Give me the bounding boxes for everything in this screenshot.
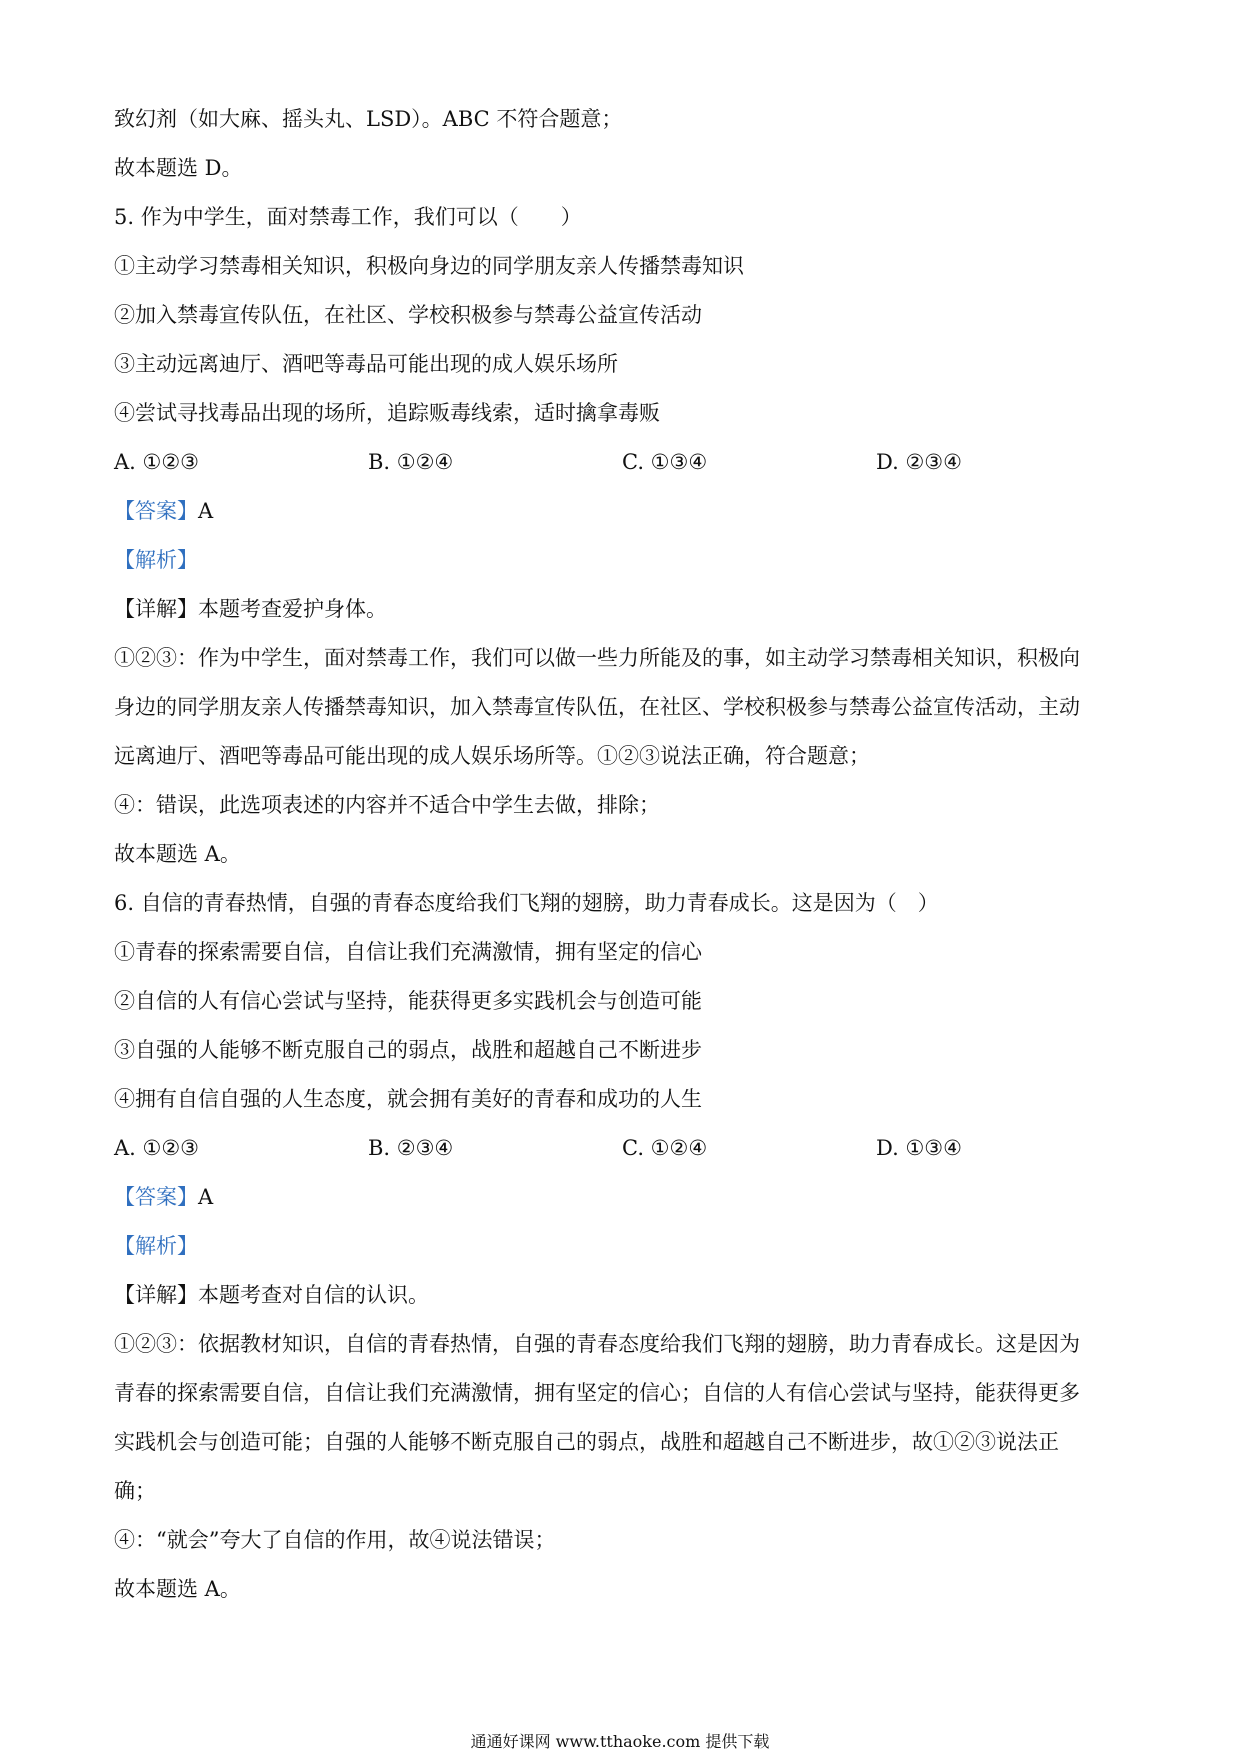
question-6-item: ②自信的人有信心尝试与坚持，能获得更多实践机会与创造可能 bbox=[114, 989, 702, 1013]
answer-tag: 【答案】 bbox=[114, 1185, 198, 1209]
question-5-stem: 5. 作为中学生，面对禁毒工作，我们可以（ ） bbox=[114, 205, 582, 229]
explanation-line: 确； bbox=[114, 1479, 156, 1503]
question-6-item: ③自强的人能够不断克服自己的弱点，战胜和超越自己不断进步 bbox=[114, 1038, 702, 1062]
detail-tag: 【详解】 bbox=[114, 1283, 198, 1307]
question-6-options bbox=[114, 1124, 1134, 1173]
answer-value: A bbox=[198, 1185, 214, 1209]
explanation-line: 远离迪厅、酒吧等毒品可能出现的成人娱乐场所等。①②③说法正确，符合题意； bbox=[114, 744, 870, 768]
text-line: 致幻剂（如大麻、摇头丸、LSD）。ABC 不符合题意； bbox=[114, 107, 623, 131]
question-5-item: ③主动远离迪厅、酒吧等毒品可能出现的成人娱乐场所 bbox=[114, 352, 618, 376]
option-b: B. ②③④ bbox=[368, 1136, 454, 1160]
explanation-line: ①②③：作为中学生，面对禁毒工作，我们可以做一些力所能及的事，如主动学习禁毒相关知识，积极向 bbox=[114, 646, 1080, 670]
explanation-line: 身边的同学朋友亲人传播禁毒知识，加入禁毒宣传队伍，在社区、学校积极参与禁毒公益宣传活动，主动 bbox=[114, 695, 1080, 719]
analysis-line bbox=[114, 536, 1134, 585]
explanation-line: ④：“就会”夸大了自信的作用，故④说法错误； bbox=[114, 1528, 556, 1552]
text-line: 故本题选 D。 bbox=[114, 156, 243, 180]
question-5-item: ②加入禁毒宣传队伍，在社区、学校积极参与禁毒公益宣传活动 bbox=[114, 303, 702, 327]
explanation-line: 青春的探索需要自信，自信让我们充满激情，拥有坚定的信心；自信的人有信心尝试与坚持，能获得更多 bbox=[114, 1381, 1080, 1405]
explanation-line: 故本题选 A。 bbox=[114, 1577, 241, 1601]
option-a: A. ①②③ bbox=[114, 1136, 199, 1160]
question-6-stem: 6. 自信的青春热情，自强的青春态度给我们飞翔的翅膀，助力青春成长。这是因为（ ） bbox=[114, 891, 939, 915]
option-c: C. ①②④ bbox=[622, 1136, 708, 1160]
answer-tag: 【答案】 bbox=[114, 499, 198, 523]
answer-value: A bbox=[198, 499, 214, 523]
analysis-tag: 【解析】 bbox=[114, 548, 198, 572]
explanation-line: 实践机会与创造可能；自强的人能够不断克服自己的弱点，战胜和超越自己不断进步，故①②③说法正 bbox=[114, 1430, 1059, 1454]
detail-line bbox=[114, 585, 1134, 634]
option-b: B. ①②④ bbox=[368, 450, 454, 474]
explanation-line: ④：错误，此选项表述的内容并不适合中学生去做，排除； bbox=[114, 793, 660, 817]
answer-line bbox=[114, 1173, 1134, 1222]
analysis-tag: 【解析】 bbox=[114, 1234, 198, 1258]
option-d: D. ①③④ bbox=[876, 1136, 962, 1160]
option-c: C. ①③④ bbox=[622, 450, 708, 474]
question-5-item: ①主动学习禁毒相关知识，积极向身边的同学朋友亲人传播禁毒知识 bbox=[114, 254, 744, 278]
question-6-item: ①青春的探索需要自信，自信让我们充满激情，拥有坚定的信心 bbox=[114, 940, 702, 964]
page-footer: 通通好课网 www.tthaoke.com 提供下载 bbox=[470, 1732, 770, 1751]
question-6-item: ④拥有自信自强的人生态度，就会拥有美好的青春和成功的人生 bbox=[114, 1087, 702, 1111]
explanation-line: ①②③：依据教材知识，自信的青春热情，自强的青春态度给我们飞翔的翅膀，助力青春成长。这是因为 bbox=[114, 1332, 1080, 1356]
detail-intro: 本题考查爱护身体。 bbox=[198, 597, 387, 621]
detail-intro: 本题考查对自信的认识。 bbox=[198, 1283, 429, 1307]
document-body bbox=[114, 95, 1134, 1614]
option-d: D. ②③④ bbox=[876, 450, 962, 474]
explanation-line: 故本题选 A。 bbox=[114, 842, 241, 866]
question-5-options bbox=[114, 438, 1134, 487]
option-a: A. ①②③ bbox=[114, 450, 199, 474]
detail-tag: 【详解】 bbox=[114, 597, 198, 621]
question-5-item: ④尝试寻找毒品出现的场所，追踪贩毒线索，适时擒拿毒贩 bbox=[114, 401, 660, 425]
analysis-line bbox=[114, 1222, 1134, 1271]
detail-line bbox=[114, 1271, 1134, 1320]
answer-line bbox=[114, 487, 1134, 536]
